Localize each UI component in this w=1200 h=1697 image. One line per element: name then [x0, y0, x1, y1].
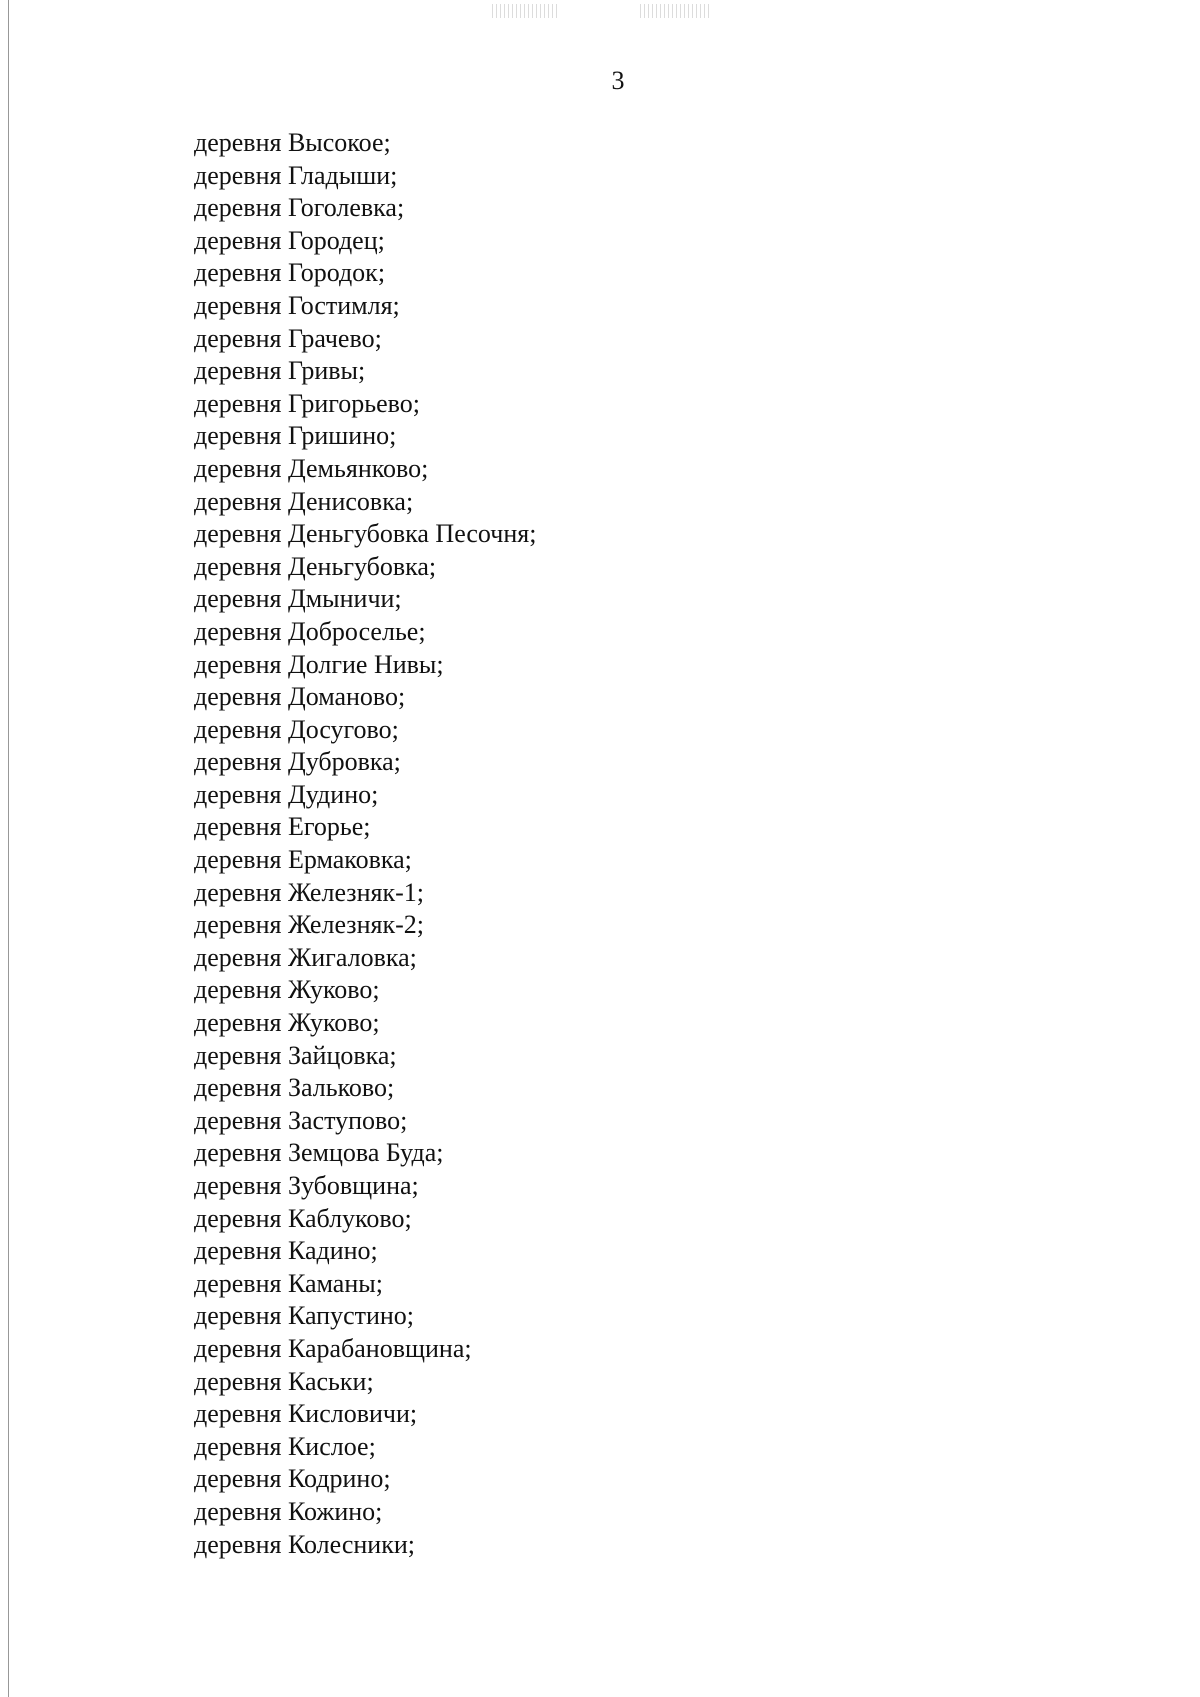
- list-item: деревня Гостимля;: [194, 290, 400, 320]
- list-item: деревня Капустино;: [194, 1301, 415, 1331]
- list-item: деревня Зальково;: [194, 1073, 395, 1103]
- list-item: деревня Заступово;: [194, 1105, 408, 1135]
- list-item: деревня Железняк-1;: [194, 877, 424, 907]
- list-item: деревня Дмыничи;: [194, 584, 402, 614]
- list-item: деревня Зубовщина;: [194, 1171, 419, 1200]
- scan-left-edge: [8, 0, 9, 1697]
- list-item: деревня Гоголевка;: [194, 193, 405, 223]
- list-item: деревня Кадино;: [194, 1236, 378, 1266]
- scan-noise: [640, 4, 712, 18]
- list-item: деревня Долгие Нивы;: [194, 649, 444, 679]
- list-item: деревня Жуково;: [194, 975, 380, 1005]
- list-item: деревня Зайцовка;: [194, 1040, 397, 1070]
- list-item: деревня Кожино;: [194, 1496, 383, 1526]
- list-item: деревня Дудино;: [194, 779, 379, 809]
- list-item: деревня Егорье;: [194, 812, 371, 842]
- list-item: деревня Каманы;: [194, 1268, 383, 1298]
- list-item: деревня Каськи;: [194, 1366, 374, 1396]
- list-item: деревня Железняк-2;: [194, 910, 424, 940]
- list-item: деревня Денисовка;: [194, 486, 414, 516]
- scan-noise: [492, 4, 558, 18]
- page-number: 3: [611, 66, 625, 95]
- list-item: деревня Кислое;: [194, 1431, 376, 1461]
- list-item: деревня Досугово;: [194, 714, 399, 744]
- list-item: деревня Грачево;: [194, 323, 382, 353]
- village-list: [194, 127, 536, 1561]
- list-item: деревня Гришино;: [194, 421, 397, 451]
- list-item: деревня Городок;: [194, 258, 386, 288]
- list-item: деревня Земцова Буда;: [194, 1138, 444, 1168]
- list-item: деревня Каблуково;: [194, 1203, 412, 1233]
- list-item: деревня Ермаковка;: [194, 845, 412, 875]
- list-item: деревня Высокое;: [194, 128, 391, 157]
- list-item: деревня Демьянково;: [194, 453, 429, 483]
- list-item: деревня Жуково;: [194, 1008, 380, 1038]
- list-item: деревня Кисловичи;: [194, 1399, 418, 1429]
- list-item: деревня Карабановщина;: [194, 1333, 472, 1363]
- list-item: деревня Доманово;: [194, 682, 406, 712]
- list-item: деревня Кодрино;: [194, 1464, 391, 1494]
- list-item: деревня Гривы;: [194, 356, 366, 386]
- list-item: деревня Дубровка;: [194, 747, 401, 777]
- list-item: деревня Гладыши;: [194, 160, 398, 190]
- list-item: деревня Григорьево;: [194, 388, 421, 418]
- list-item: деревня Деньгубовка Песочня;: [194, 519, 537, 549]
- list-item: деревня Доброселье;: [194, 616, 426, 646]
- list-item: деревня Жигаловка;: [194, 942, 417, 972]
- list-item: деревня Деньгубовка;: [194, 551, 437, 581]
- list-item: деревня Городец;: [194, 225, 385, 255]
- list-item: деревня Колесники;: [194, 1529, 415, 1559]
